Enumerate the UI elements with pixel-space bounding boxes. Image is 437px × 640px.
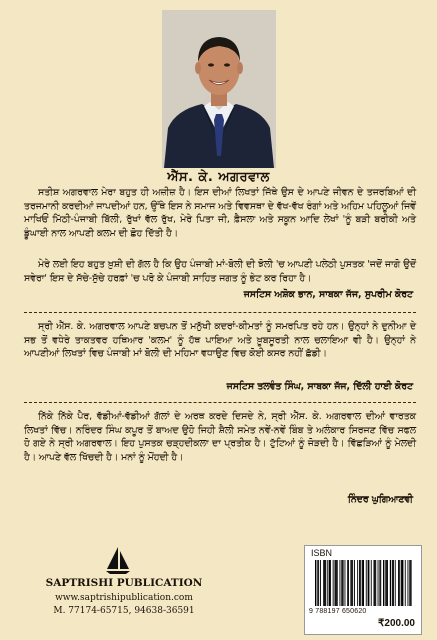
barcode-bar <box>330 560 331 606</box>
publisher-name: SAPTRISHI PUBLICATION <box>45 577 203 589</box>
barcode-bar <box>360 560 361 606</box>
publisher-phone: M. 77174-65715, 94638-36591 <box>53 606 195 616</box>
barcode-bar <box>409 560 410 606</box>
barcode-bar <box>405 560 406 606</box>
barcode-bar <box>386 560 387 606</box>
barcode-bar <box>374 560 375 606</box>
review-2-paragraph: ਸ੍ਰੀ ਐੱਸ. ਕੇ. ਅਗਰਵਾਲ ਆਪਣੇ ਬਚਪਨ ਤੋਂ ਮਨੁੱਖੀ ਕਦਰਾਂ-ਕੀਮਤਾਂ ਨੂੰ ਸਮਰਪਿਤ ਰਹੇ ਹਨ। ਉਨ੍ਹਾਂ ਨੇ ਦੁਨੀਆ ਦੇ ਸਭ ਤੋਂ ਵਧੇਰੇ ਤਾਕਤਵਰ ਹਥਿਆਰ 'ਕਲਮ' ਨੂੰ ਹੱਥ ਪਾਇਆ ਅਤੇ ਖ਼ੂਬਸੂਰਤੀ ਨਾਲ ਚਲਾਇਆ ਵੀ ਹੈ। ਉਨ੍ਹਾਂ ਨੇ ਆਪਣੀਆਂ ਲਿਖਤਾਂ ਵਿਚ ਪੰਜਾਬੀ ਮਾਂ ਬੋਲੀ ਦੀ ਮਹਿਮਾ ਵਧਾਉਣ ਵਿਚ ਕੋਈ ਕਸਰ ਨਹੀਂ ਛੱਡੀ। <box>24 321 416 360</box>
barcode-bar <box>374 560 375 606</box>
barcode-bar <box>348 560 349 606</box>
review-3-credit: ਨਿੰਦਰ ਘੁਗਿਆਣਵੀ <box>347 494 413 505</box>
review-3-paragraph: ਨਿੱਕੇ ਨਿੱਕੇ ਪੈਰ, ਵੱਡੀਆਂ-ਵੱਡੀਆਂ ਗੱਲਾਂ ਦੇ ਅਰਥ ਕਰਦੇ ਦਿਸਦੇ ਨੇ, ਸ੍ਰੀ ਐੱਸ. ਕੇ. ਅਗਰਵਾਲ ਦੀਆਂ ਵਾਰਤਕ ਲਿਖਤਾਂ ਵਿੱਚ। ਨਰਿੰਦਰ ਸਿੰਘ ਕਪੂਰ ਤੋਂ ਬਾਅਦ ਉਹੋ ਜਿਹੀ ਸ਼ੈਲੀ ਸਮੇਤ ਨਵੇਂ-ਨਵੇਂ ਬਿੰਬ ਤੇ ਅਲੰਕਾਰ ਸਿਰਜਣ ਵਿੱਚ ਸਫਲ ਹੋ ਗਏ ਨੇ ਸ੍ਰੀ ਅਗਰਵਾਲ। ਇਹ ਪੁਸਤਕ ਚੜ੍ਹਦੀਕਲਾ ਦਾ ਪ੍ਰਤੀਕ ਹੈ। ਟੁੱਟਿਆਂ ਨੂੰ ਜੋੜਦੀ ਹੈ। ਵਿੱਛੜਿਆਂ ਨੂੰ ਮੇਲਦੀ ਹੈ। ਆਪਣੇ ਵੱਲ ਖਿੱਚਦੀ ਹੈ। ਮਨਾਂ ਨੂੰ ਮੋਂਹਦੀ ਹੈ। <box>24 411 416 463</box>
barcode-bar <box>395 560 396 606</box>
review-1-credit: ਜਸਟਿਸ ਅਸ਼ੋਕ ਭਾਨ, ਸਾਬਕਾ ਜੱਜ, ਸੁਪਰੀਮ ਕੋਰਟ <box>243 289 413 300</box>
publisher-website: www.saptrishipublication.com <box>55 593 193 603</box>
barcode-bar <box>324 560 325 606</box>
isbn-label: ISBN <box>311 548 333 558</box>
author-portrait-image <box>162 10 276 168</box>
barcode-bar <box>375 560 376 606</box>
barcode-bar <box>393 560 394 606</box>
barcode-bar <box>359 560 360 606</box>
barcode-bar <box>340 560 341 606</box>
barcode-bars <box>313 560 413 612</box>
barcode-bar <box>385 560 386 606</box>
review-1-paragraph-2: ਮੇਰੇ ਲਈ ਇਹ ਬਹੁਤ ਖ਼ੁਸ਼ੀ ਦੀ ਗੱਲ ਹੈ ਕਿ ਉਹ ਪੰਜਾਬੀ ਮਾਂ-ਬੋਲੀ ਦੀ ਝੋਲੀ 'ਚ ਆਪਣੀ ਪਲੇਠੀ ਪੁਸਤਕ 'ਜਦੋਂ ਜਾਗੋ ਉਦੋਂ ਸਵੇਰਾ' ਇਸ ਦੇ ਸੱਚੇ-ਸੁੱਚੇ ਹਰਫ਼ਾਂ 'ਚ ਪਰੋ ਕੇ ਪੰਜਾਬੀ ਸਾਹਿਤ ਜਗਤ ਨੂੰ ਭੇਟ ਕਰ ਰਿਹਾ ਹੈ। <box>24 259 416 284</box>
barcode-bar <box>318 560 319 606</box>
price: ₹200.00 <box>378 618 415 629</box>
barcode-bar <box>315 560 316 606</box>
author-photo <box>162 10 276 168</box>
barcode-bar <box>387 560 388 606</box>
barcode-bar <box>357 560 358 606</box>
barcode-bar <box>317 560 318 606</box>
barcode-bar <box>352 560 353 606</box>
barcode-bar <box>403 560 404 606</box>
barcode-bar <box>335 560 336 606</box>
barcode-bar <box>402 560 403 606</box>
sailboat-logo-icon <box>103 545 133 575</box>
barcode-bar <box>341 560 342 606</box>
barcode-bar <box>410 560 411 606</box>
barcode-bar <box>401 560 402 606</box>
section-divider <box>24 402 416 403</box>
barcode-bar <box>323 560 324 606</box>
section-divider <box>24 312 416 313</box>
barcode-bar <box>350 560 351 606</box>
barcode-bar <box>380 560 381 606</box>
barcode-bar <box>342 560 343 606</box>
barcode-bar <box>335 560 336 606</box>
barcode-bar <box>333 560 334 606</box>
isbn-barcode <box>304 545 422 635</box>
author-name: ਐੱਸ. ਕੇ. ਅਗਰਵਾਲ <box>167 170 270 185</box>
barcode-bar <box>378 560 379 606</box>
barcode-bar <box>320 560 321 606</box>
barcode-bar <box>366 560 367 606</box>
barcode-bar <box>325 560 326 606</box>
barcode-bar <box>347 560 348 606</box>
barcode-bar <box>337 560 338 606</box>
barcode-bar <box>327 560 328 606</box>
barcode-bar <box>399 560 400 606</box>
barcode-bar <box>371 560 372 606</box>
review-2-credit: ਜਸਟਿਸ ਤਲਵੰਤ ਸਿੰਘ, ਸਾਬਕਾ ਜੱਜ, ਦਿੱਲੀ ਹਾਈ ਕੋਰਟ <box>226 381 413 392</box>
barcode-bar <box>379 560 380 606</box>
barcode-bar <box>354 560 355 606</box>
isbn-number: 9 788197 650620 <box>309 608 367 615</box>
barcode-bar <box>369 560 370 606</box>
barcode-bar <box>398 560 399 606</box>
barcode-bar <box>345 560 346 606</box>
barcode-bar <box>390 560 391 606</box>
review-1-paragraph-1: ਸਤੀਸ਼ ਅਗਰਵਾਲ ਮੇਰਾ ਬਹੁਤ ਹੀ ਅਜ਼ੀਜ਼ ਹੈ। ਇਸ ਦੀਆਂ ਲਿਖਤਾਂ ਜਿੱਥੇ ਉਸ ਦੇ ਆਪਣੇ ਜੀਵਨ ਦੇ ਤਜਰਬਿਆਂ ਦੀ ਤਰਜਮਾਨੀ ਕਰਦੀਆਂ ਜਾਪਦੀਆਂ ਹਨ, ਉੱਥੇ ਇਸ ਨੇ ਸਮਾਜ ਅਤੇ ਵਿਵਸਥਾ ਦੇ ਵੱਖ-ਵੱਖ ਰੰਗਾਂ ਅਤੇ ਅਹਿਮ ਪਹਿਲੂਆਂ ਜਿਵੇਂ ਮਾਖਿਓਂ ਮਿੱਠੀ-ਪੰਜਾਬੀ ਬਿੱਲੀ, ਰੁੱਖਾਂ ਵੱਲ ਰੁੱਖ, ਮੇਰੇ ਪਿਤਾ ਜੀ, ਫ਼ੈਸਲਾ ਅਤੇ ਸਕੂਨ ਆਦਿ ਲੇਖਾਂ 'ਨੂੰ ਬੜੀ ਬਰੀਕੀ ਅਤੇ ਡੂੰਘਾਈ ਨਾਲ ਆਪਣੀ ਕਲਮ ਦੀ ਛੋਹ ਦਿੱਤੀ ਹੈ। <box>24 187 416 239</box>
barcode-bar <box>363 560 364 606</box>
barcode-bar <box>383 560 384 606</box>
barcode-bar <box>362 560 363 606</box>
barcode-bar <box>392 560 393 606</box>
barcode-bar <box>329 560 330 606</box>
barcode-bar <box>368 560 369 606</box>
barcode-bar <box>408 560 409 606</box>
barcode-bar <box>351 560 352 606</box>
